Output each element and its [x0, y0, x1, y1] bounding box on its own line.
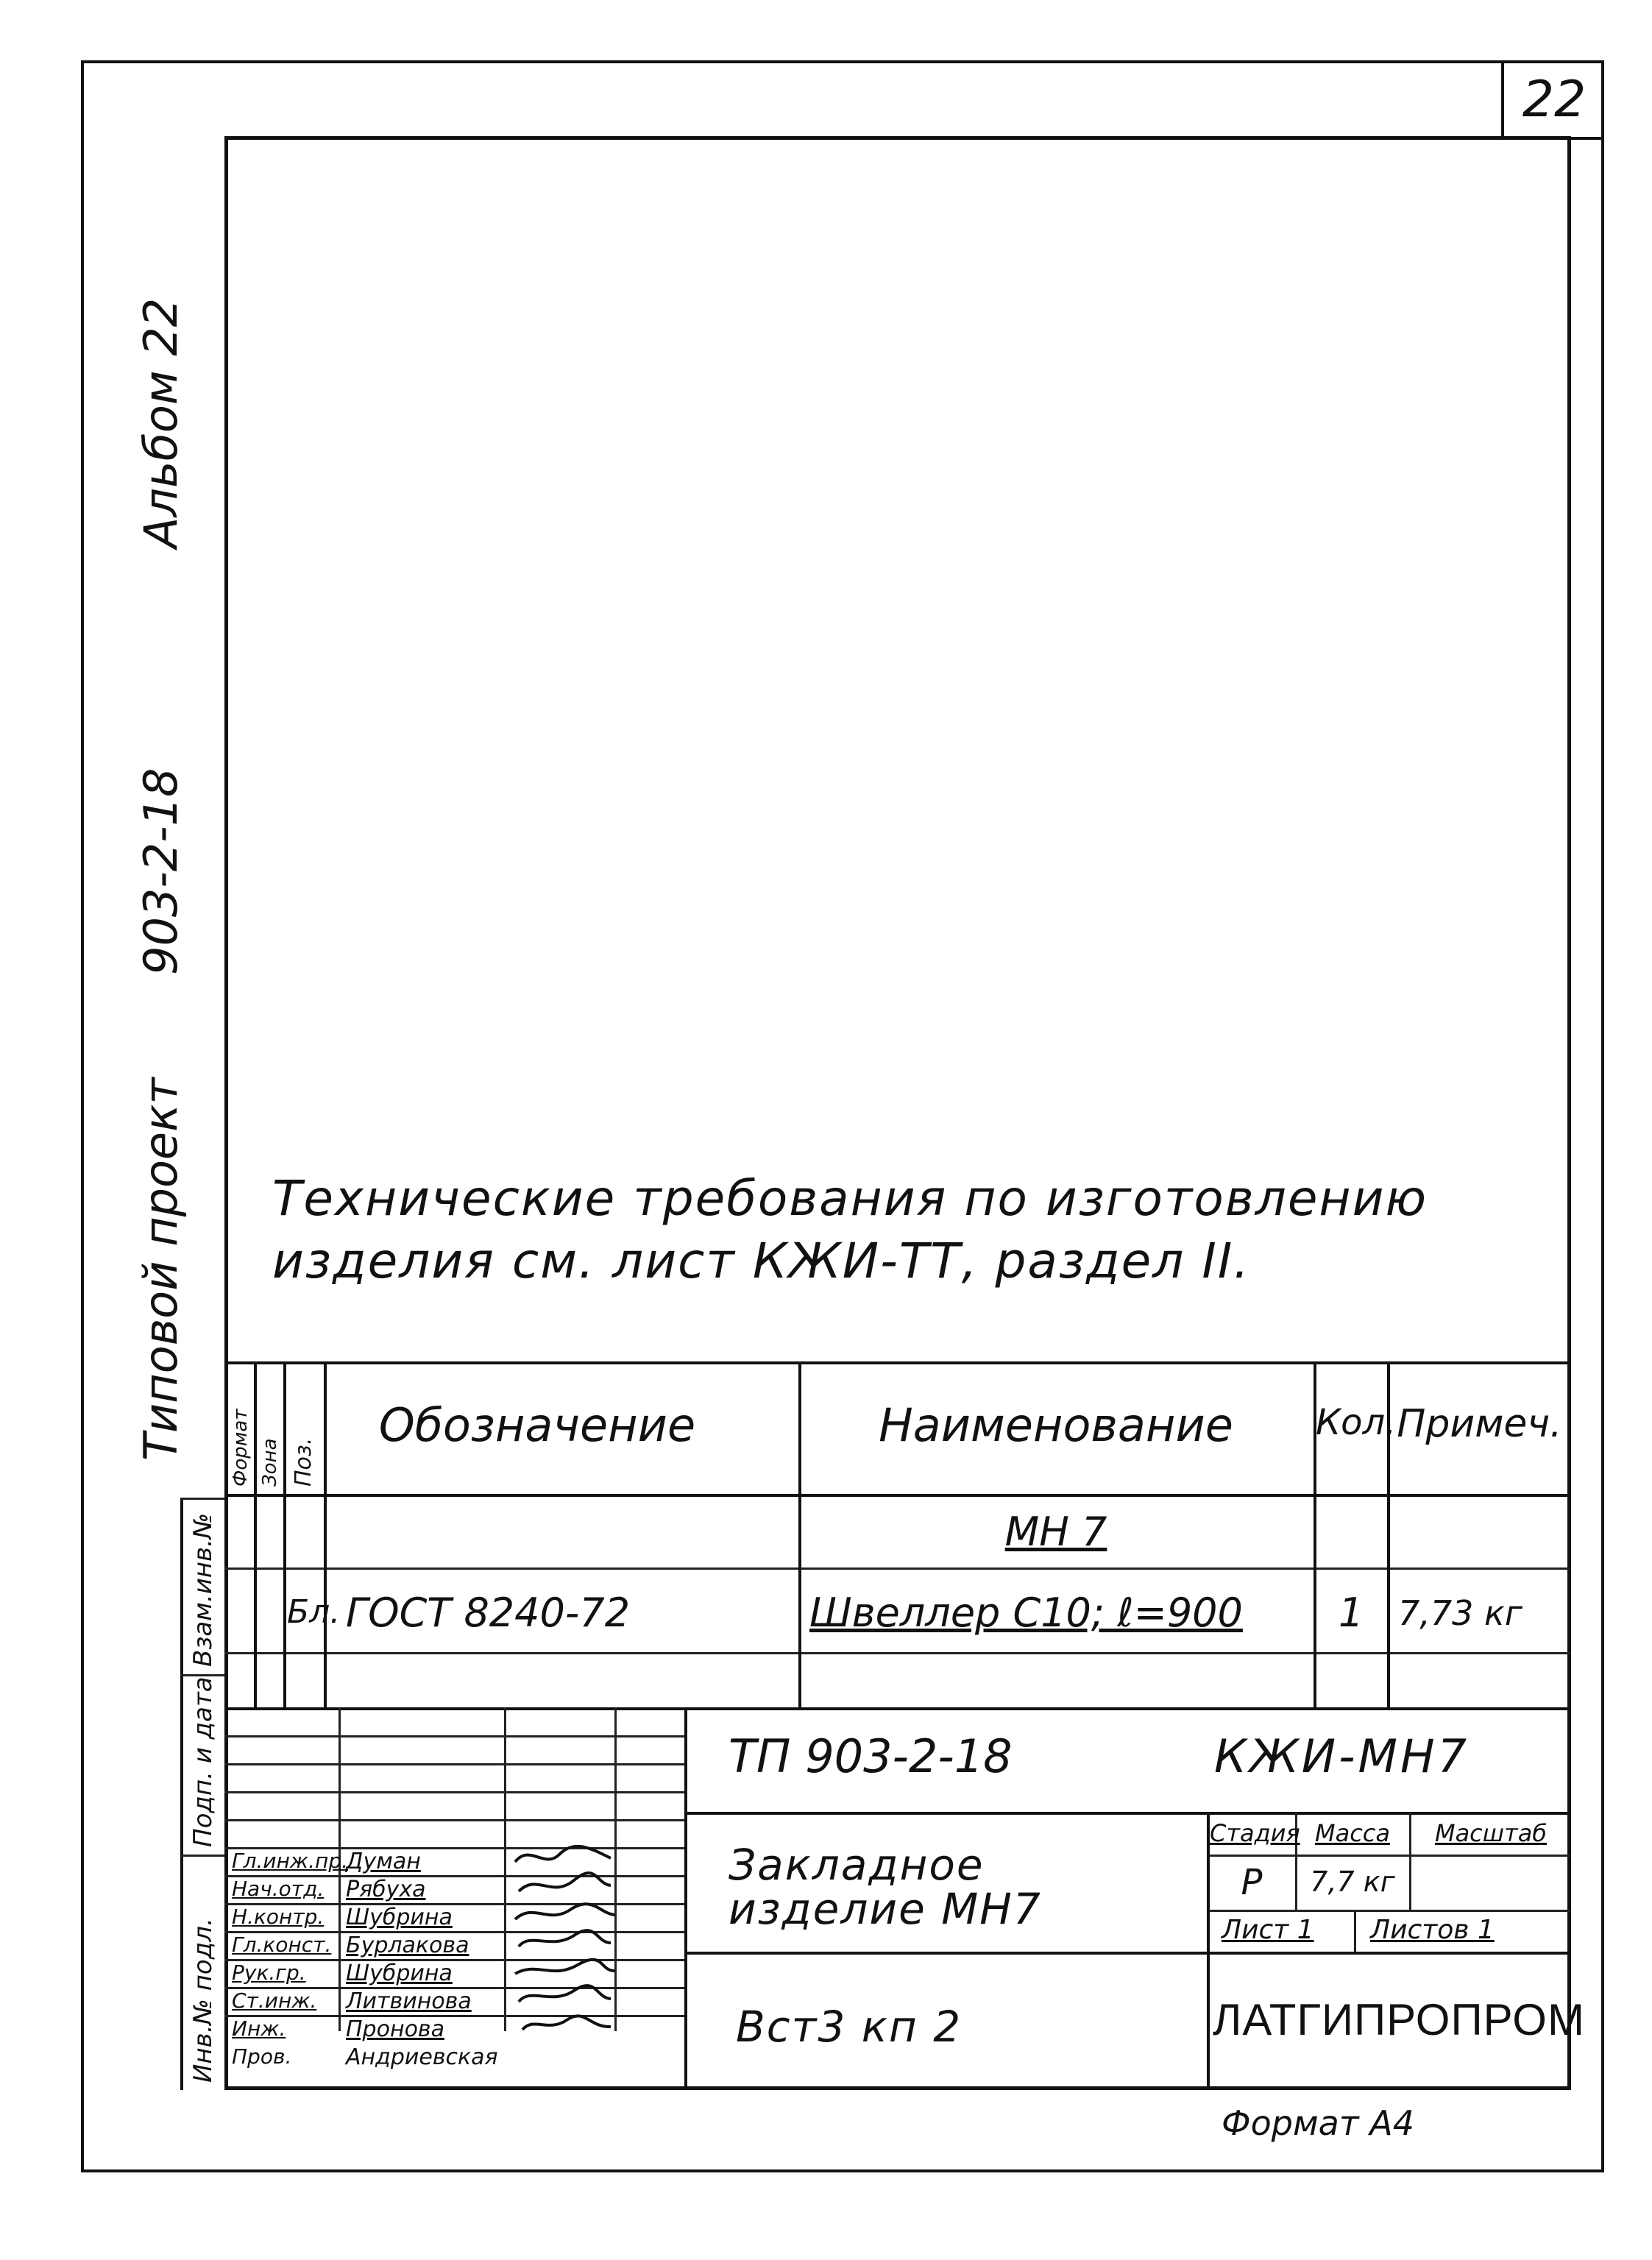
spec-section-title: МН 7: [1004, 1509, 1107, 1555]
mass-value: 7,7 кг: [1310, 1866, 1395, 1898]
staff-name: Литвинова: [346, 1988, 472, 2014]
header-note: Примеч.: [1397, 1402, 1562, 1446]
title-block-divider: [1207, 1812, 1210, 2090]
page-number-box: [1501, 60, 1604, 140]
title-block-line: [1207, 1910, 1571, 1912]
mass-label: Масса: [1314, 1819, 1390, 1847]
material: Вст3 кп 2: [736, 2002, 963, 2052]
staff-role: Пров.: [232, 2044, 292, 2069]
item-title-line-2: изделие МН7: [728, 1884, 1042, 1934]
side-label-project-number: 903-2-18: [134, 768, 188, 975]
row-pos: Бл.: [287, 1593, 341, 1631]
row-note: 7,73 кг: [1398, 1593, 1522, 1633]
signatures-column: [508, 1840, 618, 2053]
spec-col-line: [798, 1361, 801, 1707]
staff-role: Гл.инж.пр.: [232, 1849, 349, 1873]
left-stamp-strip: [180, 1498, 183, 2090]
staff-name: Шубрина: [346, 1905, 453, 1930]
staff-name: Рябуха: [346, 1877, 426, 1902]
item-title-line-1: Закладное: [728, 1840, 985, 1890]
left-stamp-line: [180, 1855, 224, 1857]
scale-label: Масштаб: [1434, 1819, 1548, 1847]
staff-grid-col: [504, 1707, 506, 2031]
staff-name: Думан: [346, 1849, 421, 1874]
staff-role: Нач.отд.: [232, 1877, 325, 1901]
stamp-label-replacement: Взам.инв.№: [188, 1512, 218, 1667]
sheet-label: Лист 1: [1222, 1915, 1314, 1945]
row-qty: 1: [1338, 1590, 1364, 1636]
spec-col-line: [254, 1361, 257, 1707]
side-label-album: Альбом 22: [134, 297, 188, 548]
doc-code: КЖИ-МН7: [1214, 1729, 1470, 1783]
staff-role: Гл.конст.: [232, 1933, 332, 1957]
side-label-typical-project: Типовой проект: [134, 1077, 188, 1461]
title-block-divider: [1409, 1812, 1411, 1910]
spec-table-bottom-line: [224, 1707, 1571, 1710]
row-name: Швеллер С10; ℓ=900: [809, 1590, 1243, 1636]
spec-table-row-line: [224, 1568, 1571, 1570]
left-stamp-line: [180, 1498, 224, 1500]
row-designation: ГОСТ 8240-72: [346, 1590, 631, 1636]
tech-requirements-line-1: Технические требования по изготовлению: [272, 1170, 1428, 1227]
spec-col-line: [283, 1361, 286, 1707]
staff-name: Пронова: [346, 2016, 444, 2042]
stamp-label-signature-date: Подп. и дата: [188, 1676, 218, 1847]
stamp-label-inventory: Инв.№ подл.: [188, 1918, 218, 2083]
header-zone: Зона: [259, 1438, 281, 1487]
spec-col-line: [324, 1361, 327, 1707]
staff-name: Андриевская: [346, 2044, 498, 2070]
header-qty: Кол.: [1316, 1402, 1397, 1443]
staff-role: Рук.гр.: [232, 1960, 306, 1985]
organization: ЛАТГИПРОПРОМ: [1213, 1995, 1585, 2044]
inner-frame: [224, 136, 1571, 2090]
staff-name: Шубрина: [346, 1960, 453, 1986]
stage-value: Р: [1241, 1862, 1263, 1903]
spec-table-header-line: [224, 1494, 1571, 1497]
title-block-line: [1207, 1855, 1571, 1857]
title-block-divider: [1354, 1910, 1356, 1952]
staff-name: Бурлакова: [346, 1933, 469, 1958]
staff-role: Инж.: [232, 2016, 286, 2041]
spec-table-row-line: [224, 1652, 1571, 1654]
title-block-divider: [684, 1707, 687, 2090]
format-label: Формат А4: [1222, 2103, 1414, 2143]
page-number: 22: [1522, 71, 1587, 129]
header-pos: Поз.: [291, 1437, 316, 1487]
header-name: Наименование: [879, 1398, 1233, 1452]
stage-label: Стадия: [1210, 1819, 1300, 1847]
header-format: Формат: [230, 1409, 252, 1487]
staff-role: Н.контр.: [232, 1905, 325, 1929]
tech-requirements-line-2: изделия см. лист КЖИ-ТТ, раздел II.: [272, 1233, 1251, 1289]
project-code: ТП 903-2-18: [728, 1729, 1013, 1783]
title-block-line: [684, 1952, 1571, 1955]
staff-role: Ст.инж.: [232, 1988, 317, 2013]
header-designation: Обозначение: [378, 1398, 696, 1452]
title-block-line: [684, 1812, 1571, 1815]
sheets-label: Листов 1: [1370, 1915, 1495, 1945]
spec-table-top-line: [224, 1361, 1571, 1364]
